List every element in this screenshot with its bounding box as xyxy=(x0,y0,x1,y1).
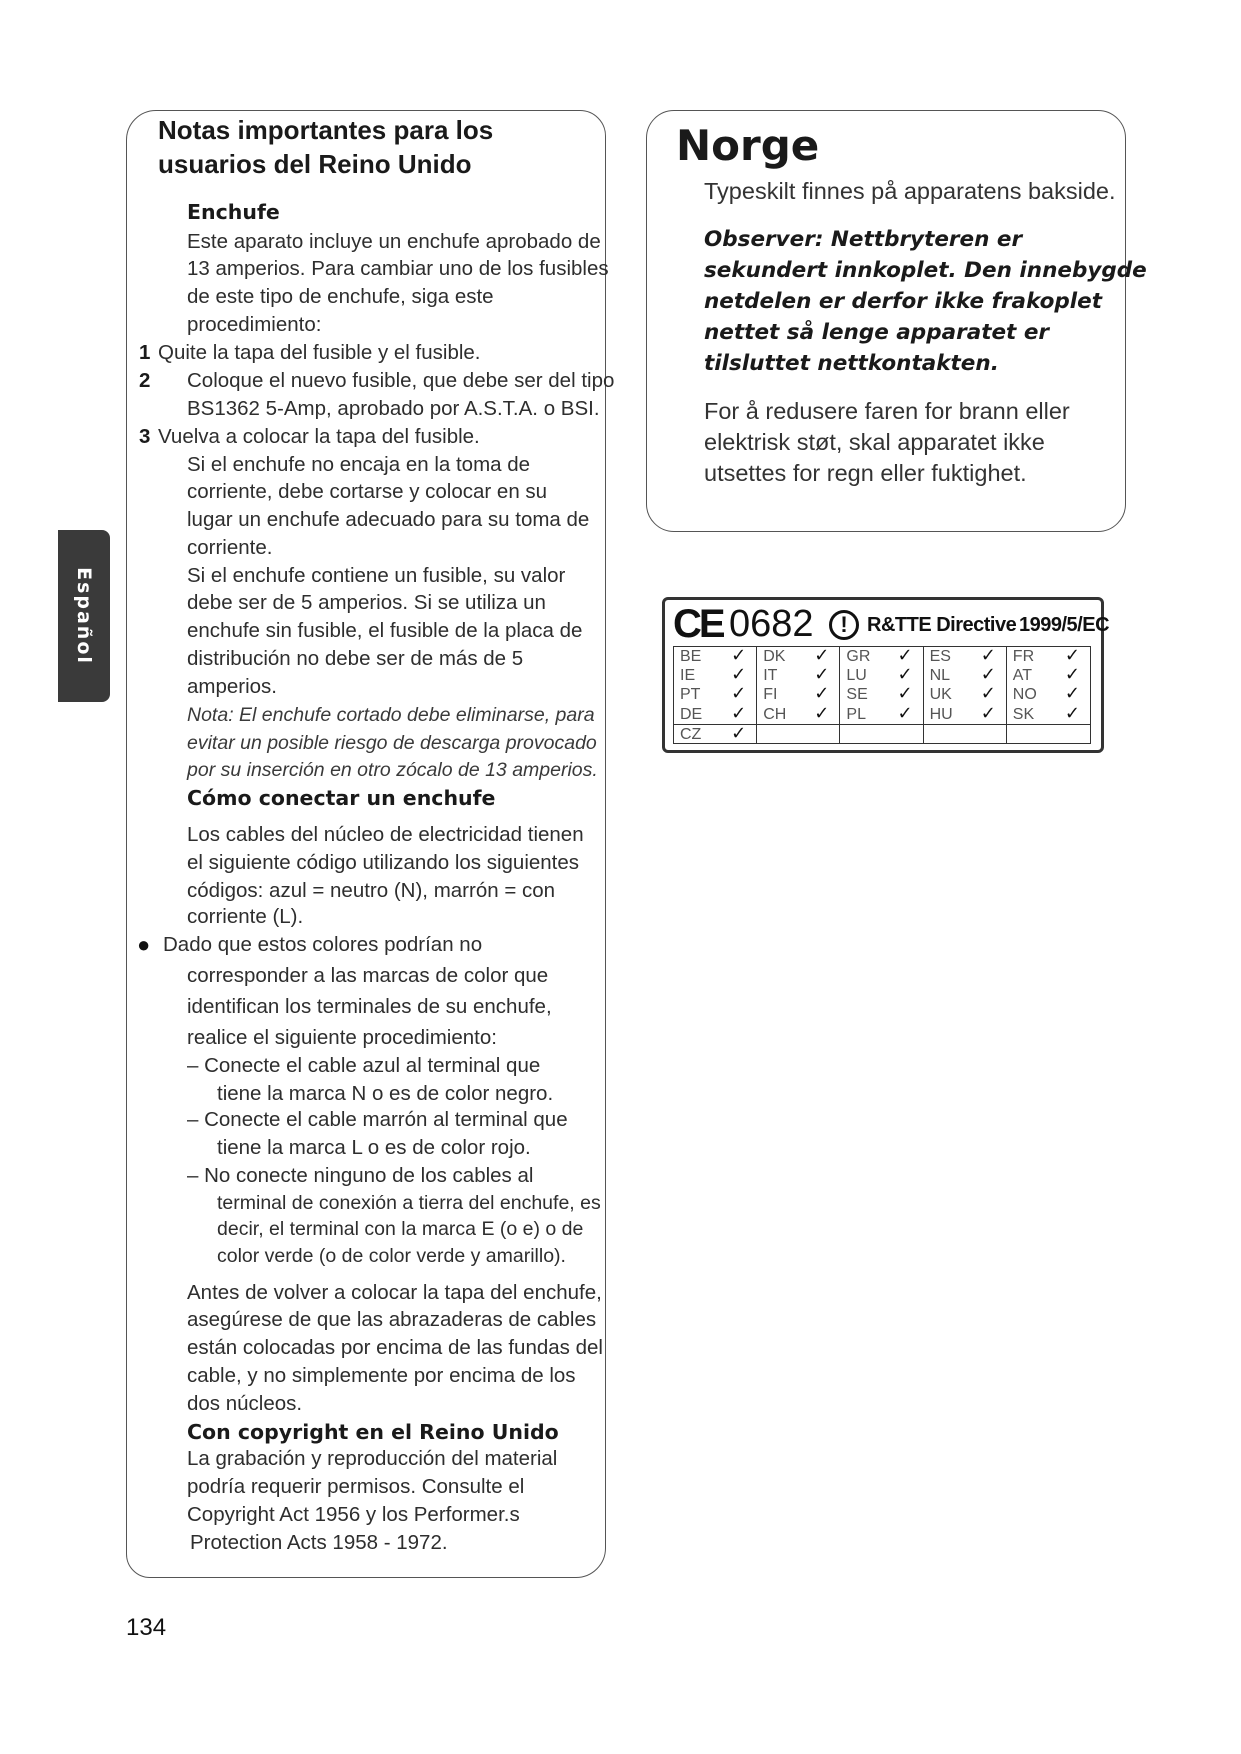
norway-warning-line: sekundert innkoplet. Den innebygde xyxy=(704,258,1147,283)
norway-body-line: For å redusere faren for brann eller xyxy=(704,398,1070,424)
step-text: Quite la tapa del fusible y el fusible. xyxy=(158,341,481,364)
ce-mark-icon: CE xyxy=(673,602,723,646)
step-number: 2 xyxy=(139,369,151,392)
connect-line: el siguiente código utilizando los siguientes xyxy=(187,851,580,874)
norway-intro: Typeskilt finnes på apparatens bakside. xyxy=(704,178,1116,204)
bullet-line: corresponder a las marcas de color que xyxy=(187,964,549,987)
checkmark-icon: ✓ xyxy=(897,683,913,704)
checkmark-icon: ✓ xyxy=(731,702,747,723)
country-code: BE xyxy=(680,648,702,665)
country-cell xyxy=(1007,724,1090,743)
copyright-line: La grabación y reproducción del material xyxy=(187,1447,558,1470)
copyright-line: Copyright Act 1956 y los Performer.s xyxy=(187,1503,520,1526)
country-code: DK xyxy=(763,648,786,665)
country-cell xyxy=(840,724,923,743)
language-tab-label: Español xyxy=(73,567,95,665)
country-cell xyxy=(924,724,1007,743)
checkmark-icon: ✓ xyxy=(1064,702,1080,723)
dash-item-cont: tiene la marca N o es de color negro. xyxy=(217,1082,554,1105)
country-cell xyxy=(674,702,757,724)
note-line: por su inserción en otro zócalo de 13 amperios. xyxy=(187,759,598,781)
paragraph-line: Si el enchufe no encaja en la toma de xyxy=(187,453,531,476)
paragraph-line: Antes de volver a colocar la tapa del enchufe, xyxy=(187,1281,602,1304)
ce-compliance-label xyxy=(662,597,1110,753)
country-cell xyxy=(1007,702,1090,724)
country-code: NL xyxy=(929,667,951,685)
copyright-heading: Con copyright en el Reino Unido xyxy=(187,1420,559,1444)
country-code: GR xyxy=(846,648,871,665)
enchufe-line: procedimiento: xyxy=(187,313,322,336)
bullet-line: Dado que estos colores podrían no xyxy=(163,933,483,956)
country-code: CH xyxy=(763,705,787,723)
step-text: BS1362 5-Amp, aprobado por A.S.T.A. o BSI. xyxy=(187,397,600,420)
country-grid xyxy=(673,646,1091,744)
connect-heading: Cómo conectar un enchufe xyxy=(187,786,496,810)
paragraph-line: debe ser de 5 amperios. Si se utiliza un xyxy=(187,591,546,614)
bullet-icon: ● xyxy=(137,932,151,957)
note-line: Nota: El enchufe cortado debe eliminarse, para xyxy=(187,704,595,726)
checkmark-icon: ✓ xyxy=(731,664,747,685)
enchufe-line: Este aparato incluye un enchufe aprobado de xyxy=(187,230,601,253)
paragraph-line: están colocadas por encima de las fundas del xyxy=(187,1336,603,1359)
step-number: 3 xyxy=(139,425,151,448)
country-code: DE xyxy=(680,705,703,723)
connect-line: Los cables del núcleo de electricidad tienen xyxy=(187,823,584,846)
country-code: SK xyxy=(1012,705,1035,723)
bullet-line: identifican los terminales de su enchufe, xyxy=(187,995,552,1018)
country-cell xyxy=(757,724,840,743)
paragraph-line: cable, y no simplemente por encima de los xyxy=(187,1364,576,1387)
checkmark-icon: ✓ xyxy=(897,702,913,723)
checkmark-icon: ✓ xyxy=(814,664,830,685)
checkmark-icon: ✓ xyxy=(814,645,830,665)
checkmark-icon: ✓ xyxy=(731,645,747,665)
country-code: PL xyxy=(846,705,866,723)
country-cell xyxy=(1007,685,1090,704)
checkmark-icon: ✓ xyxy=(1064,645,1080,665)
country-code: SE xyxy=(846,686,868,704)
note-line: evitar un posible riesgo de descarga provocado xyxy=(187,732,597,754)
paragraph-line: corriente, debe cortarse y colocar en su xyxy=(187,480,548,503)
country-cell xyxy=(840,685,923,704)
directive-label: R&TTE Directive xyxy=(867,614,1017,636)
paragraph-line: distribución no debe ser de más de 5 xyxy=(187,647,524,670)
paragraph-line: Si el enchufe contiene un fusible, su valor xyxy=(187,564,566,587)
norway-body-line: elektrisk støt, skal apparatet ikke xyxy=(704,429,1045,455)
checkmark-icon: ✓ xyxy=(980,664,996,685)
connect-line: corriente (L). xyxy=(187,905,304,928)
country-cell xyxy=(674,724,757,743)
checkmark-icon: ✓ xyxy=(980,645,996,665)
copyright-line: podría requerir permisos. Consulte el xyxy=(187,1475,525,1498)
paragraph-line: enchufe sin fusible, el fusible de la placa de xyxy=(187,619,583,642)
country-code: LU xyxy=(846,667,867,685)
norway-warning-line: tilsluttet nettkontakten. xyxy=(704,351,999,376)
notified-body-number: 0682 xyxy=(729,603,814,645)
alert-icon: ! xyxy=(829,610,859,640)
spanish-title-line-2: usuarios del Reino Unido xyxy=(158,149,472,179)
norway-title: Norge xyxy=(676,121,820,170)
checkmark-icon: ✓ xyxy=(897,664,913,685)
bullet-line: realice el siguiente procedimiento: xyxy=(187,1026,497,1049)
checkmark-icon: ✓ xyxy=(1064,664,1080,685)
dash-item: – Conecte el cable marrón al terminal que xyxy=(187,1108,568,1131)
enchufe-heading: Enchufe xyxy=(187,200,280,224)
country-code: ES xyxy=(929,648,951,665)
country-code: IT xyxy=(763,667,778,685)
checkmark-icon: ✓ xyxy=(731,722,747,743)
paragraph-line: amperios. xyxy=(187,675,278,698)
enchufe-line: de este tipo de enchufe, siga este xyxy=(187,285,494,308)
norway-body-line: utsettes for regn eller fuktighet. xyxy=(704,460,1027,486)
paragraph-line: asegúrese de que las abrazaderas de cables xyxy=(187,1308,597,1331)
language-tab xyxy=(58,530,110,702)
country-code: FI xyxy=(763,686,778,704)
country-code: NO xyxy=(1012,686,1037,704)
country-code: IE xyxy=(680,667,696,685)
dash-item-cont: tiene la marca L o es de color rojo. xyxy=(217,1136,531,1159)
country-cell xyxy=(757,685,840,704)
country-code: AT xyxy=(1012,667,1033,685)
country-code: UK xyxy=(929,686,952,704)
norway-warning-line: nettet så lenge apparatet er xyxy=(704,320,1050,345)
step-text: Coloque el nuevo fusible, que debe ser del tipo xyxy=(187,369,615,392)
country-cell xyxy=(924,702,1007,724)
checkmark-icon: ✓ xyxy=(897,645,913,665)
country-cell xyxy=(924,685,1007,704)
paragraph-line: lugar un enchufe adecuado para su toma de xyxy=(187,508,590,531)
checkmark-icon: ✓ xyxy=(1064,683,1080,704)
paragraph-line: dos núcleos. xyxy=(187,1392,303,1415)
dash-item-cont: color verde (o de color verde y amarillo). xyxy=(217,1245,566,1267)
checkmark-icon: ✓ xyxy=(814,683,830,704)
checkmark-icon: ✓ xyxy=(980,683,996,704)
directive-code: 1999/5/EC xyxy=(1019,614,1110,636)
country-code: PT xyxy=(680,686,701,704)
checkmark-icon: ✓ xyxy=(814,702,830,723)
country-cell xyxy=(674,685,757,704)
connect-line: códigos: azul = neutro (N), marrón = con xyxy=(187,879,556,902)
dash-item: – No conecte ninguno de los cables al xyxy=(187,1164,534,1187)
enchufe-line: 13 amperios. Para cambiar uno de los fusibles xyxy=(187,257,609,280)
norway-warning-line: Observer: Nettbryteren er xyxy=(704,227,1023,252)
ce-label-header xyxy=(671,602,1110,646)
country-code: FR xyxy=(1012,648,1035,665)
checkmark-icon: ✓ xyxy=(980,702,996,723)
paragraph-line: corriente. xyxy=(187,536,273,559)
norway-warning-line: netdelen er derfor ikke frakoplet xyxy=(704,289,1102,314)
copyright-line: Protection Acts 1958 - 1972. xyxy=(190,1531,448,1554)
dash-item-cont: decir, el terminal con la marca E (o e) o de xyxy=(217,1218,584,1240)
spanish-title-line-1: Notas importantes para los xyxy=(158,115,494,145)
step-text: Vuelva a colocar la tapa del fusible. xyxy=(158,425,480,448)
page-number: 134 xyxy=(126,1614,167,1641)
checkmark-icon: ✓ xyxy=(731,683,747,704)
country-cell xyxy=(840,702,923,724)
country-code: CZ xyxy=(680,725,702,743)
dash-item-cont: terminal de conexión a tierra del enchufe, es xyxy=(217,1192,601,1214)
country-code: HU xyxy=(929,705,953,723)
step-number: 1 xyxy=(139,341,151,364)
dash-item: – Conecte el cable azul al terminal que xyxy=(187,1054,541,1077)
country-cell xyxy=(757,702,840,724)
